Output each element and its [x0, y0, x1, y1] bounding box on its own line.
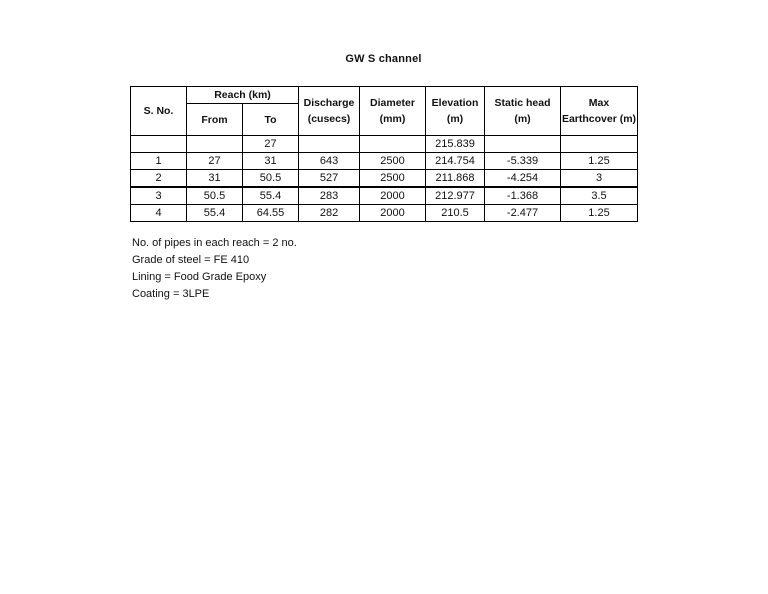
- cell-discharge: 643: [299, 153, 360, 170]
- cell-elevation: 211.868: [426, 170, 485, 188]
- cell-to: 55.4: [243, 187, 299, 205]
- cell-elevation: 212.977: [426, 187, 485, 205]
- cell-diameter: 2000: [360, 205, 426, 222]
- cell-to: 64.55: [243, 205, 299, 222]
- cell-sno: 2: [131, 170, 187, 188]
- table-row: [131, 205, 638, 222]
- cell-from: 55.4: [187, 205, 243, 222]
- cell-sno: 1: [131, 153, 187, 170]
- note-steel-grade: Grade of steel = FE 410: [132, 254, 250, 266]
- cell-to: 50.5: [243, 170, 299, 188]
- cell-max-earthcover: [561, 136, 638, 153]
- cell-from: 50.5: [187, 187, 243, 205]
- page-title: GW S channel: [345, 53, 422, 65]
- cell-elevation: 215.839: [426, 136, 485, 153]
- table-row: [131, 153, 638, 170]
- cell-max-earthcover: 1.25: [561, 153, 638, 170]
- cell-discharge: 283: [299, 187, 360, 205]
- cell-max-earthcover: 1.25: [561, 205, 638, 222]
- header-discharge: Discharge (cusecs): [299, 87, 360, 136]
- note-pipes: No. of pipes in each reach = 2 no.: [132, 237, 297, 249]
- cell-static-head: -2.477: [485, 205, 561, 222]
- cell-max-earthcover: 3.5: [561, 187, 638, 205]
- note-lining: Lining = Food Grade Epoxy: [132, 271, 267, 283]
- cell-diameter: 2500: [360, 170, 426, 188]
- header-sno: S. No.: [131, 87, 187, 136]
- notes-block: [132, 235, 297, 303]
- table-row: [131, 170, 638, 188]
- cell-static-head: -1.368: [485, 187, 561, 205]
- cell-to: 31: [243, 153, 299, 170]
- header-elevation: Elevation (m): [426, 87, 485, 136]
- cell-elevation: 214.754: [426, 153, 485, 170]
- header-static-head: Static head (m): [485, 87, 561, 136]
- cell-from: 31: [187, 170, 243, 188]
- cell-static-head: -4.254: [485, 170, 561, 188]
- cell-discharge: [299, 136, 360, 153]
- cell-to: 27: [243, 136, 299, 153]
- note-coating: Coating = 3LPE: [132, 288, 210, 300]
- cell-discharge: 282: [299, 205, 360, 222]
- table-row: [131, 136, 638, 153]
- cell-static-head: [485, 136, 561, 153]
- header-max-earthcover: Max Earthcover (m): [561, 87, 638, 136]
- cell-elevation: 210.5: [426, 205, 485, 222]
- cell-diameter: 2500: [360, 153, 426, 170]
- cell-sno: 3: [131, 187, 187, 205]
- cell-sno: [131, 136, 187, 153]
- cell-sno: 4: [131, 205, 187, 222]
- cell-diameter: 2000: [360, 187, 426, 205]
- header-reach: Reach (km): [187, 87, 299, 104]
- header-from: From: [187, 104, 243, 136]
- table-row: [131, 187, 638, 205]
- cell-from: 27: [187, 153, 243, 170]
- header-diameter: Diameter (mm): [360, 87, 426, 136]
- cell-discharge: 527: [299, 170, 360, 188]
- pipeline-table: [130, 86, 638, 222]
- header-to: To: [243, 104, 299, 136]
- cell-diameter: [360, 136, 426, 153]
- cell-from: [187, 136, 243, 153]
- cell-static-head: -5.339: [485, 153, 561, 170]
- cell-max-earthcover: 3: [561, 170, 638, 188]
